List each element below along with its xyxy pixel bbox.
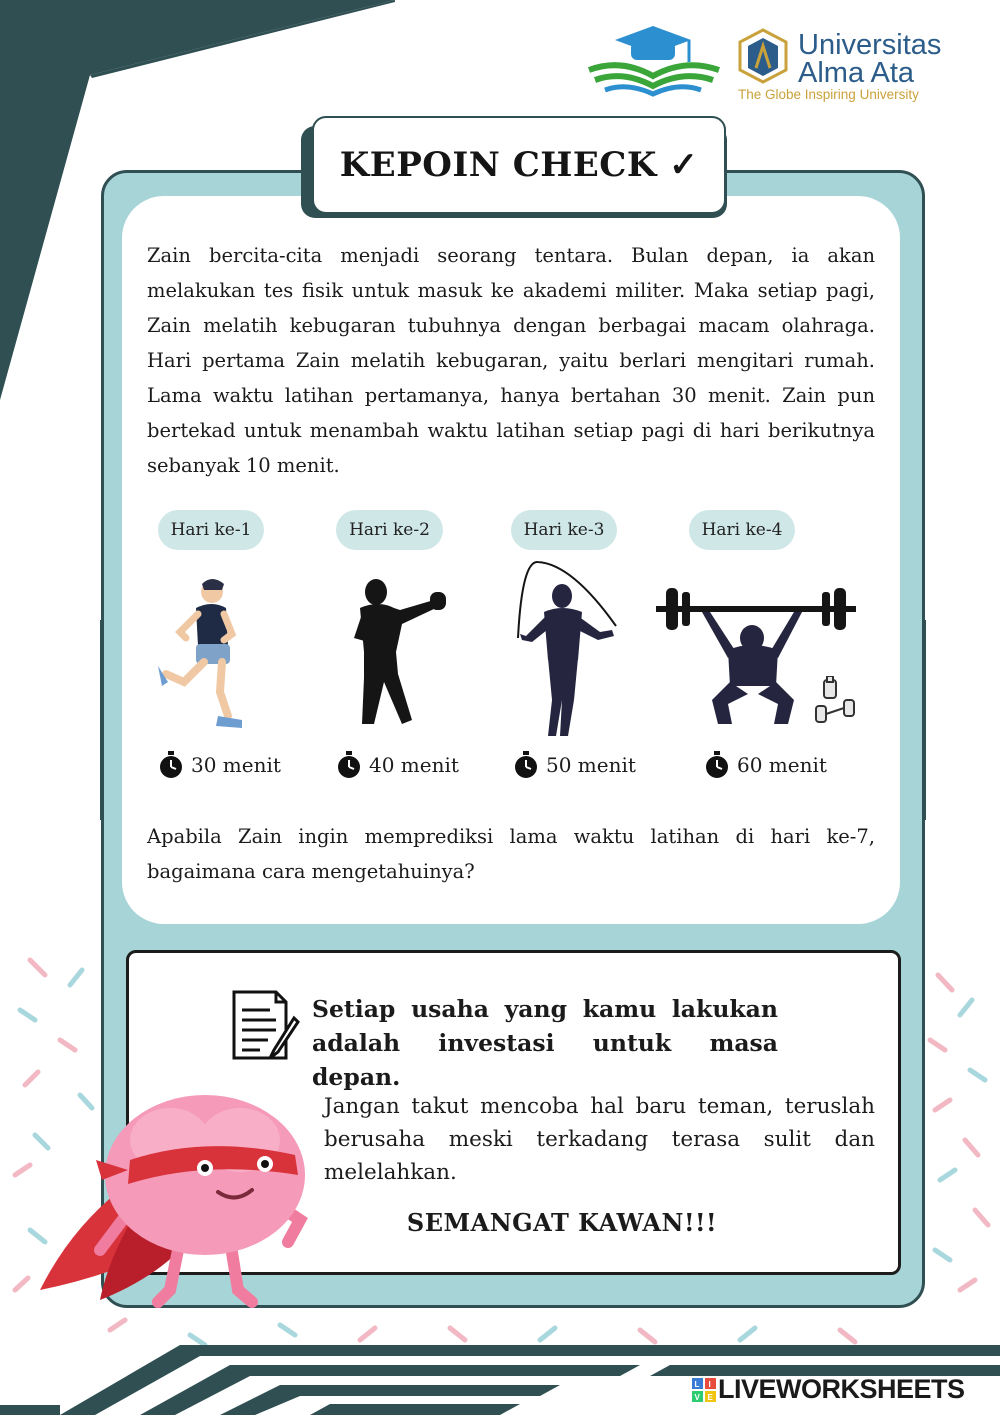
badge-letter-i: I bbox=[708, 1380, 711, 1389]
dumbbell-icon bbox=[814, 676, 860, 726]
liveworksheets-brand[interactable]: LIVEWORKSHEETS bbox=[718, 1374, 965, 1404]
superhero-brain-mascot-icon bbox=[30, 1080, 320, 1320]
university-name-line2: Alma Ata bbox=[798, 57, 915, 89]
question-paragraph: Apabila Zain ingin memprediksi lama waktu latihan di hari ke-7, bagaimana cara mengetahuinya? bbox=[147, 825, 875, 883]
badge-letter-e: E bbox=[707, 1393, 713, 1402]
day-3-label: Hari ke-3 bbox=[511, 510, 617, 550]
badge-letter-l: L bbox=[694, 1380, 700, 1389]
stopwatch-icon bbox=[513, 751, 539, 779]
day-2-duration bbox=[336, 748, 459, 782]
document-pencil-icon bbox=[230, 988, 300, 1062]
stopwatch-icon bbox=[336, 751, 362, 779]
motivation-headline: Setiap usaha yang kamu lakukan adalah investasi untuk masa depan. bbox=[312, 995, 778, 1091]
boxing-icon bbox=[350, 578, 450, 730]
day-1-label: Hari ke-1 bbox=[158, 510, 264, 550]
running-icon bbox=[150, 574, 255, 734]
duration-text: 60 menit bbox=[737, 753, 827, 777]
day-3-duration bbox=[513, 748, 636, 782]
university-crest-icon bbox=[736, 28, 790, 84]
motivation-body: Jangan takut mencoba hal baru teman, teruslah berusaha meski terkadang terasa sulit dan melelahkan. bbox=[324, 1094, 875, 1185]
graduation-book-logo-icon bbox=[585, 18, 725, 98]
title-box bbox=[312, 116, 726, 214]
day-4-duration bbox=[704, 748, 827, 782]
university-tagline: The Globe Inspiring University bbox=[738, 87, 919, 102]
page-title: KEPOIN CHECK ✓ bbox=[339, 145, 699, 185]
stopwatch-icon bbox=[704, 751, 730, 779]
liveworksheets-badge-icon bbox=[692, 1378, 716, 1402]
story-paragraph: Zain bercita-cita menjadi seorang tentara. Bulan depan, ia akan melakukan tes fisik untuk masuk ke akademi militer. Maka setiap pagi, Zain melatih kebugaran tubuhnya dengan berbagai macam olahraga. Hari pertama Zain melatih kebugaran, yaitu berlari mengitari rumah. Lama waktu latihan pertamanya, hanya bertahan 30 menit. Zain pun bertekad untuk menambah waktu latihan setiap pagi di hari berikutnya sebanyak 10 menit. bbox=[147, 244, 875, 477]
duration-text: 30 menit bbox=[191, 753, 281, 777]
university-name-line1: Universitas bbox=[798, 29, 942, 61]
day-1-duration bbox=[158, 748, 281, 782]
closing-text: SEMANGAT KAWAN!!! bbox=[406, 1208, 718, 1237]
day-4-label: Hari ke-4 bbox=[689, 510, 795, 550]
duration-text: 40 menit bbox=[369, 753, 459, 777]
duration-text: 50 menit bbox=[546, 753, 636, 777]
stopwatch-icon bbox=[158, 751, 184, 779]
badge-letter-v: V bbox=[694, 1393, 700, 1402]
jump-rope-icon bbox=[512, 560, 624, 740]
day-2-label: Hari ke-2 bbox=[336, 510, 443, 550]
